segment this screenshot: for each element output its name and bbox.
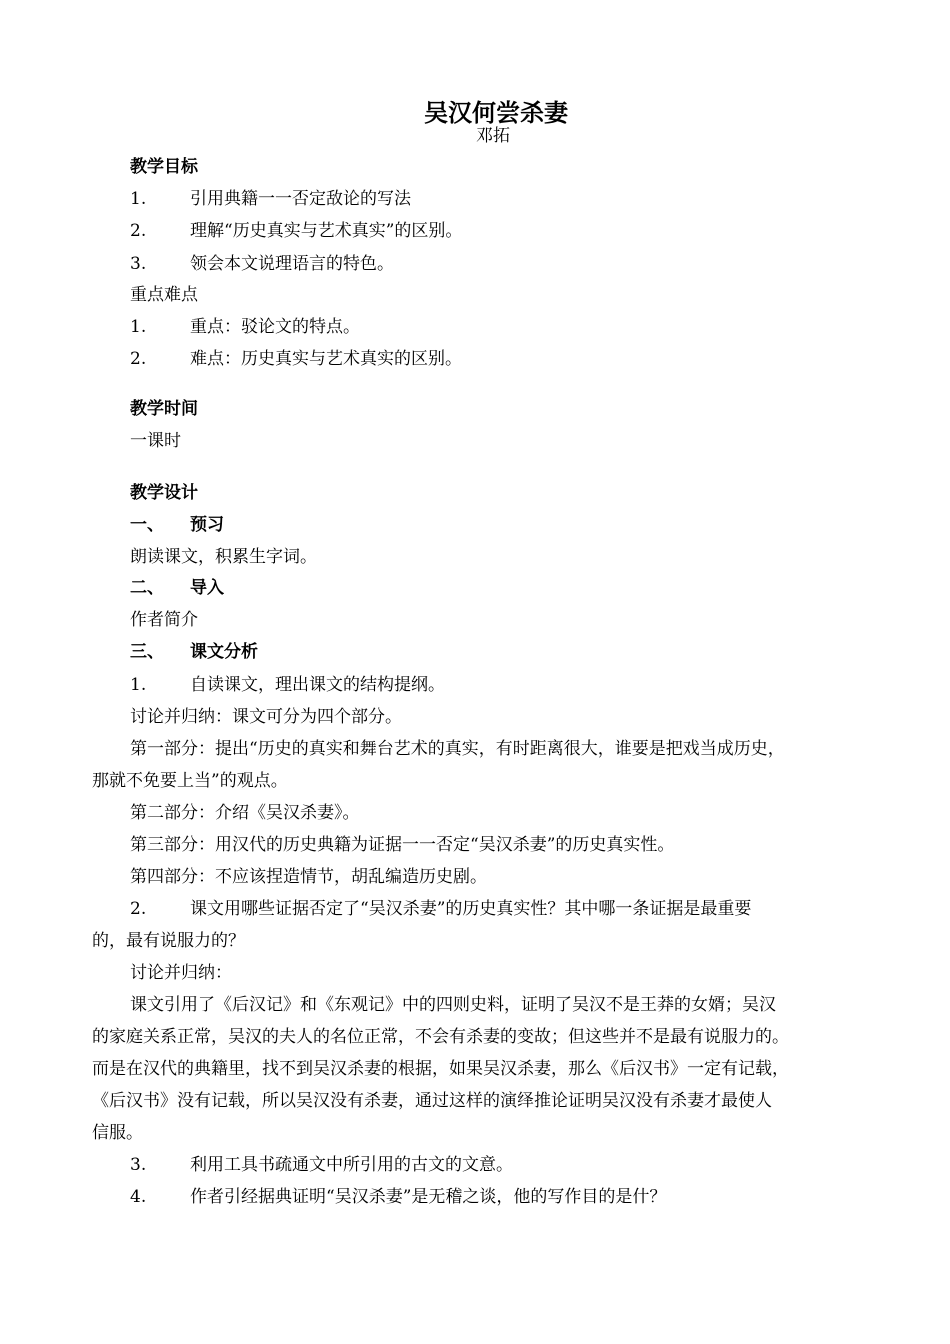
part-number: 一、 bbox=[130, 515, 164, 535]
item-text: 自读课文，理出课文的结构提纲。 bbox=[190, 675, 445, 695]
paragraph-line: 而是在汉代的典籍里，找不到吴汉杀妻的根据，如果吴汉杀妻，那么《后汉书》一定有记载， bbox=[92, 1059, 789, 1079]
part-label: 预习 bbox=[190, 515, 224, 535]
paragraph-line: 课文引用了《后汉记》和《东观记》中的四则史料，证明了吴汉不是王莽的女婿；吴汉 bbox=[130, 995, 776, 1015]
paragraph-line: 第一部分：提出“历史的真实和舞台艺术的真实，有时距离很大，谁要是把戏当成历史， bbox=[130, 739, 785, 759]
paragraph-line: 第二部分：介绍《吴汉杀妻》。 bbox=[130, 803, 360, 823]
item-text: 利用工具书疏通文中所引用的古文的文意。 bbox=[190, 1155, 513, 1175]
discussion-line: 讨论并归纳： bbox=[130, 963, 232, 983]
item-text: 课文用哪些证据否定了“吴汉杀妻”的历史真实性？其中哪一条证据是最重要 bbox=[190, 899, 752, 919]
objective-item bbox=[130, 253, 394, 275]
objective-text: 领会本文说理语言的特色。 bbox=[190, 254, 394, 274]
numbered-item bbox=[130, 898, 751, 920]
objective-item bbox=[130, 188, 411, 210]
part-label: 课文分析 bbox=[190, 642, 258, 662]
part-heading bbox=[130, 514, 224, 536]
part-number: 二、 bbox=[130, 578, 164, 598]
discussion-line: 讨论并归纳：课文可分为四个部分。 bbox=[130, 707, 402, 727]
time-value: 一课时 bbox=[130, 431, 181, 451]
numbered-item bbox=[130, 1154, 513, 1176]
item-number: 2. bbox=[130, 899, 147, 919]
paragraph-line: 第三部分：用汉代的历史典籍为证据一一否定“吴汉杀妻”的历史真实性。 bbox=[130, 835, 675, 855]
part-text: 作者简介 bbox=[130, 610, 198, 630]
objective-item bbox=[130, 220, 462, 242]
part-heading bbox=[130, 577, 224, 599]
paragraph-line: 第四部分：不应该捏造情节，胡乱编造历史剧。 bbox=[130, 867, 487, 887]
item-number: 3. bbox=[130, 1155, 147, 1175]
paragraph-line: 的，最有说服力的？ bbox=[92, 931, 245, 951]
page-title: 吴汉何尝杀妻 bbox=[424, 99, 568, 127]
author: 邓拓 bbox=[476, 126, 510, 146]
part-label: 导入 bbox=[190, 578, 224, 598]
objective-number: 1. bbox=[130, 189, 147, 209]
objectives-heading: 教学目标 bbox=[130, 157, 198, 177]
part-heading bbox=[130, 641, 258, 663]
key-points-heading: 重点难点 bbox=[130, 285, 198, 305]
item-text: 作者引经据典证明“吴汉杀妻”是无稽之谈，他的写作目的是什？ bbox=[190, 1187, 667, 1207]
key-point-text: 难点：历史真实与艺术真实的区别。 bbox=[190, 349, 462, 369]
key-point-text: 重点：驳论文的特点。 bbox=[190, 317, 360, 337]
key-point-item bbox=[130, 316, 360, 338]
paragraph-line: 《后汉书》没有记载，所以吴汉没有杀妻，通过这样的演绎推论证明吴汉没有杀妻才最使人 bbox=[92, 1091, 772, 1111]
objective-number: 3. bbox=[130, 254, 147, 274]
objective-text: 引用典籍一一否定敌论的写法 bbox=[190, 189, 411, 209]
item-number: 4. bbox=[130, 1187, 147, 1207]
numbered-item bbox=[130, 674, 445, 696]
time-heading: 教学时间 bbox=[130, 399, 198, 419]
paragraph-line: 的家庭关系正常，吴汉的夫人的名位正常，不会有杀妻的变故；但这些并不是最有说服力的。 bbox=[92, 1027, 789, 1047]
objective-text: 理解“历史真实与艺术真实”的区别。 bbox=[190, 221, 463, 241]
part-number: 三、 bbox=[130, 642, 164, 662]
key-point-number: 1. bbox=[130, 317, 147, 337]
paragraph-line: 那就不免要上当”的观点。 bbox=[92, 771, 288, 791]
numbered-item bbox=[130, 1186, 666, 1208]
key-point-item bbox=[130, 348, 462, 370]
paragraph-line: 信服。 bbox=[92, 1123, 143, 1143]
design-heading: 教学设计 bbox=[130, 483, 198, 503]
part-text: 朗读课文，积累生字词。 bbox=[130, 547, 317, 567]
objective-number: 2. bbox=[130, 221, 147, 241]
key-point-number: 2. bbox=[130, 349, 147, 369]
item-number: 1. bbox=[130, 675, 147, 695]
